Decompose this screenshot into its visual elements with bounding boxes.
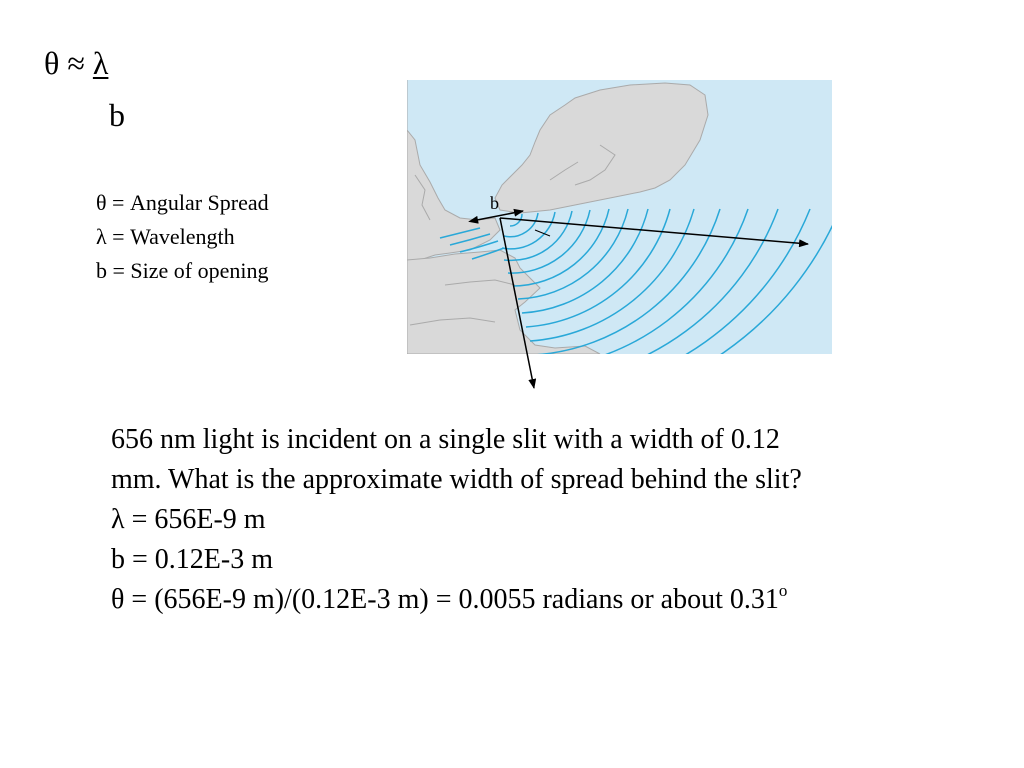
formula-lambda: λ [92, 45, 109, 81]
legend-item-wavelength [96, 220, 269, 254]
legend-symbol: λ [96, 224, 107, 249]
degree-superscript: o [778, 581, 788, 600]
legend-item-opening [96, 254, 269, 288]
formula-theta: θ [44, 45, 60, 81]
given-wavelength: λ = 656E-9 m [111, 504, 266, 535]
formula-numerator [44, 44, 108, 82]
legend-text: = Wavelength [106, 224, 235, 249]
formula-denominator: b [109, 97, 125, 133]
solution-line [111, 580, 991, 620]
problem-line-2: mm. What is the approximate width of spread behind the slit? [111, 464, 802, 495]
solution-text: θ = (656E-9 m)/(0.12E-3 m) = 0.0055 radians or about 0.31 [111, 584, 779, 615]
diffraction-figure [400, 70, 840, 400]
legend-symbol: θ [96, 190, 107, 215]
formula-approx-sign: ≈ [67, 45, 85, 81]
opening-label-b: b [490, 193, 499, 213]
legend-text: = Angular Spread [106, 190, 269, 215]
legend [96, 186, 269, 288]
given-slit-width: b = 0.12E-3 m [111, 544, 273, 575]
problem-text [111, 420, 991, 620]
legend-item-angular-spread [96, 186, 269, 220]
legend-symbol: b [96, 258, 107, 283]
problem-line-1: 656 nm light is incident on a single slit with a width of 0.12 [111, 424, 780, 455]
legend-text: = Size of opening [107, 258, 269, 283]
